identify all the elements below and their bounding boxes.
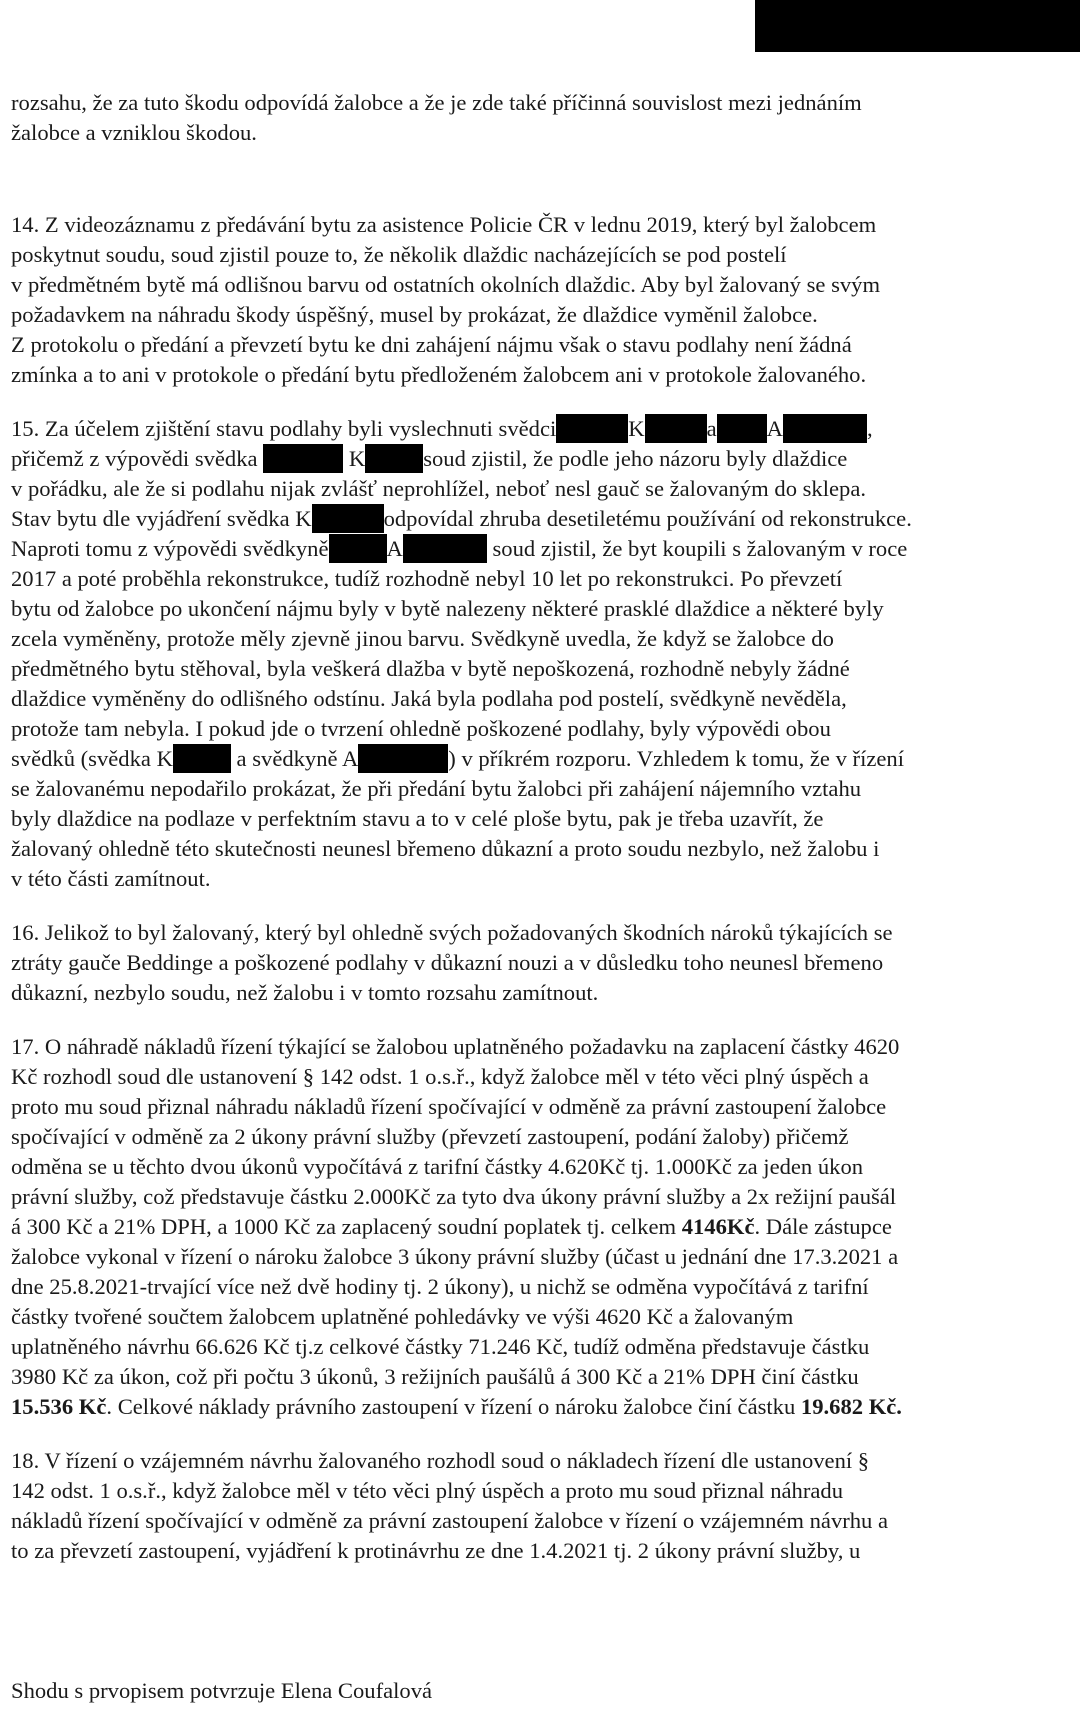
text-segment: soud zjistil, že byt koupili s žalovaným v roce <box>492 536 908 561</box>
redaction-box <box>556 414 628 443</box>
text-segment: , <box>866 416 873 441</box>
document-body <box>11 88 1061 1566</box>
paragraph-13-tail <box>11 88 1061 148</box>
text-segment: . Celkové náklady právního zastoupení v řízení o nároku žalobce činí částku <box>106 1394 801 1419</box>
text-segment: K <box>628 416 645 441</box>
text-line: zmínka a to ani v protokole o předání bytu předloženém žalobcem ani v protokole žalovaného. <box>11 362 867 387</box>
redaction-box <box>358 744 448 773</box>
text-line: žalobce a vzniklou škodou. <box>11 120 257 145</box>
text-segment: soud zjistil, že podle jeho názoru byly dlaždice <box>423 446 848 471</box>
text-line: požadavkem na náhradu škody úspěšný, musel by prokázat, že dlaždice vyměnil žalobce. <box>11 302 818 327</box>
text-line: protože tam nebyla. I pokud jde o tvrzení ohledně poškozené podlahy, byly výpovědi obou <box>11 716 831 741</box>
text-segment: K <box>348 446 366 471</box>
text-line: žalovaný ohledně této skutečnosti neunesl břemeno důkazní a proto soudu nezbylo, než žalobu i <box>11 836 880 861</box>
bold-amount: 15.536 Kč <box>11 1394 107 1419</box>
text-line: Kč rozhodl soud dle ustanovení § 142 odst. 1 o.s.ř., když žalobce měl v této věci plný úspěch a <box>11 1064 869 1089</box>
text-line: 14. Z videozáznamu z předávání bytu za asistence Policie ČR v lednu 2019, který byl žalobcem <box>11 212 877 237</box>
text-line: poskytnut soudu, soud zjistil pouze to, že několik dlaždic nacházejících se pod postelí <box>11 242 787 267</box>
text-line: Z protokolu o předání a převzetí bytu ke dni zahájení nájmu však o stavu podlahy není žádná <box>11 332 852 357</box>
text-segment: . Dále zástupce <box>754 1214 892 1239</box>
text-line: 16. Jelikož to byl žalovaný, který byl ohledně svých požadovaných škodních nároků týkajících se <box>11 920 893 945</box>
text-line: bytu od žalobce po ukončení nájmu byly v bytě nalezeny některé prasklé dlaždice a některé byly <box>11 596 884 621</box>
text-line: ztráty gauče Beddinge a poškozené podlahy v důkazní nouzi a v důsledku toho neunesl břemeno <box>11 950 884 975</box>
text-line: zcela vyměněny, protože měly zjevně jinou barvu. Svědkyně uvedla, že když se žalobce do <box>11 626 834 651</box>
text-line: 2017 a poté proběhla rekonstrukce, tudíž rozhodně nebyl 10 let po rekonstrukci. Po převzetí <box>11 566 843 591</box>
text-line: dne 25.8.2021-trvající více než dvě hodiny tj. 2 úkony), u nichž se odměna vypočítává z tarifní <box>11 1274 869 1299</box>
text-line: částky tvořené součtem žalobcem uplatněné pohledávky ve výši 4620 Kč a žalovaným <box>11 1304 794 1329</box>
redaction-box <box>329 534 387 563</box>
text-line: žalobce vykonal v řízení o nároku žalobce 3 úkony právní služby (účast u jednání dne 17.3.2021 a <box>11 1244 899 1269</box>
text-line: to za převzetí zastoupení, vyjádření k protinávrhu ze dne 1.4.2021 tj. 2 úkony právní služby, u <box>11 1538 861 1563</box>
text-line: v předmětném bytě má odlišnou barvu od ostatních okolních dlaždic. Aby byl žalovaný se svým <box>11 272 881 297</box>
bold-amount: 4146Kč <box>681 1214 755 1239</box>
bold-amount: 19.682 Kč. <box>800 1394 902 1419</box>
text-segment: odpovídal zhruba desetiletému používání od rekonstrukce. <box>383 506 912 531</box>
redaction-block-header <box>755 0 1080 52</box>
paragraph-17 <box>11 1032 1061 1422</box>
redaction-box <box>173 744 231 773</box>
redaction-box <box>717 414 767 443</box>
text-line: byly dlaždice na podlaze v perfektním stavu a to v celé ploše bytu, pak je třeba uzavřít, že <box>11 806 824 831</box>
text-segment: Naproti tomu z výpovědi svědkyně <box>11 536 329 561</box>
text-line: rozsahu, že za tuto škodu odpovídá žalobce a že je zde také příčinná souvislost mezi jednáním <box>11 90 862 115</box>
paragraph-16 <box>11 918 1061 1008</box>
text-line: spočívající v odměně za 2 úkony právní služby (převzetí zastoupení, podání žaloby) přičemž <box>11 1124 849 1149</box>
text-line: uplatněného návrhu 66.626 Kč tj.z celkové částky 71.246 Kč, tudíž odměna představuje částku <box>11 1334 870 1359</box>
paragraph-18 <box>11 1446 1061 1566</box>
text-segment: a <box>706 416 717 441</box>
text-line: 142 odst. 1 o.s.ř., když žalobce měl v této věci plný úspěch a proto mu soud přiznal náhradu <box>11 1478 843 1503</box>
certification-footer: Shodu s prvopisem potvrzuje Elena Coufalová <box>11 1678 433 1703</box>
text-segment: ) v příkrém rozporu. Vzhledem k tomu, že v řízení <box>448 746 904 771</box>
text-segment: svědků (svědka K <box>11 746 173 771</box>
redaction-box <box>312 504 384 533</box>
text-segment: A <box>766 416 783 441</box>
text-segment: A <box>386 536 403 561</box>
redaction-box <box>783 414 867 443</box>
text-line: 17. O náhradě nákladů řízení týkající se žalobou uplatněného požadavku na zaplacení částky 4620 <box>11 1034 900 1059</box>
text-line: v této části zamítnout. <box>11 866 211 891</box>
redaction-box <box>263 444 343 473</box>
text-line: odměna se u těchto dvou úkonů vypočítává z tarifní částky 4.620Kč tj. 1.000Kč za jeden úkon <box>11 1154 864 1179</box>
text-line: 18. V řízení o vzájemném návrhu žalovaného rozhodl soud o nákladech řízení dle ustanovení § <box>11 1448 870 1473</box>
paragraph-14 <box>11 210 1061 390</box>
text-line: 3980 Kč za úkon, což při počtu 3 úkonů, 3 režijních paušálů á 300 Kč a 21% DPH činí částku <box>11 1364 859 1389</box>
redaction-box <box>365 444 423 473</box>
text-line: předmětného bytu stěhoval, byla veškerá dlažba v bytě nepoškozená, rozhodně nebyly žádné <box>11 656 850 681</box>
text-line: v pořádku, ale že si podlahu nijak zvlášť neprohlížel, neboť nesl gauč se žalovaným do sklepa. <box>11 476 867 501</box>
text-line: důkazní, nezbylo soudu, než žalobu i v tomto rozsahu zamítnout. <box>11 980 599 1005</box>
text-line: se žalovanému nepodařilo prokázat, že při předání bytu žalobci při zahájení nájemního vztahu <box>11 776 862 801</box>
text-line: dlaždice vyměněny do odlišného odstínu. Jaká byla podlaha pod postelí, svědkyně nevěděla, <box>11 686 847 711</box>
redaction-box <box>403 534 487 563</box>
text-line: nákladů řízení spočívající v odměně za právní zastoupení žalobce v řízení o vzájemném návrhu a <box>11 1508 889 1533</box>
text-segment: 15. Za účelem zjištění stavu podlahy byli vyslechnuti svědci <box>11 416 557 441</box>
paragraph-15 <box>11 414 1061 894</box>
text-segment: á 300 Kč a 21% DPH, a 1000 Kč za zaplacený soudní poplatek tj. celkem <box>11 1214 682 1239</box>
text-line: právní služby, což představuje částku 2.000Kč za tyto dva úkony právní služby a 2x režijní paušál <box>11 1184 897 1209</box>
text-segment: Stav bytu dle vyjádření svědka K <box>11 506 312 531</box>
text-line: proto mu soud přiznal náhradu nákladů řízení spočívající v odměně za právní zastoupení žalobce <box>11 1094 887 1119</box>
text-segment: a svědkyně A <box>236 746 359 771</box>
redaction-box <box>645 414 707 443</box>
text-segment: přičemž z výpovědi svědka <box>11 446 258 471</box>
